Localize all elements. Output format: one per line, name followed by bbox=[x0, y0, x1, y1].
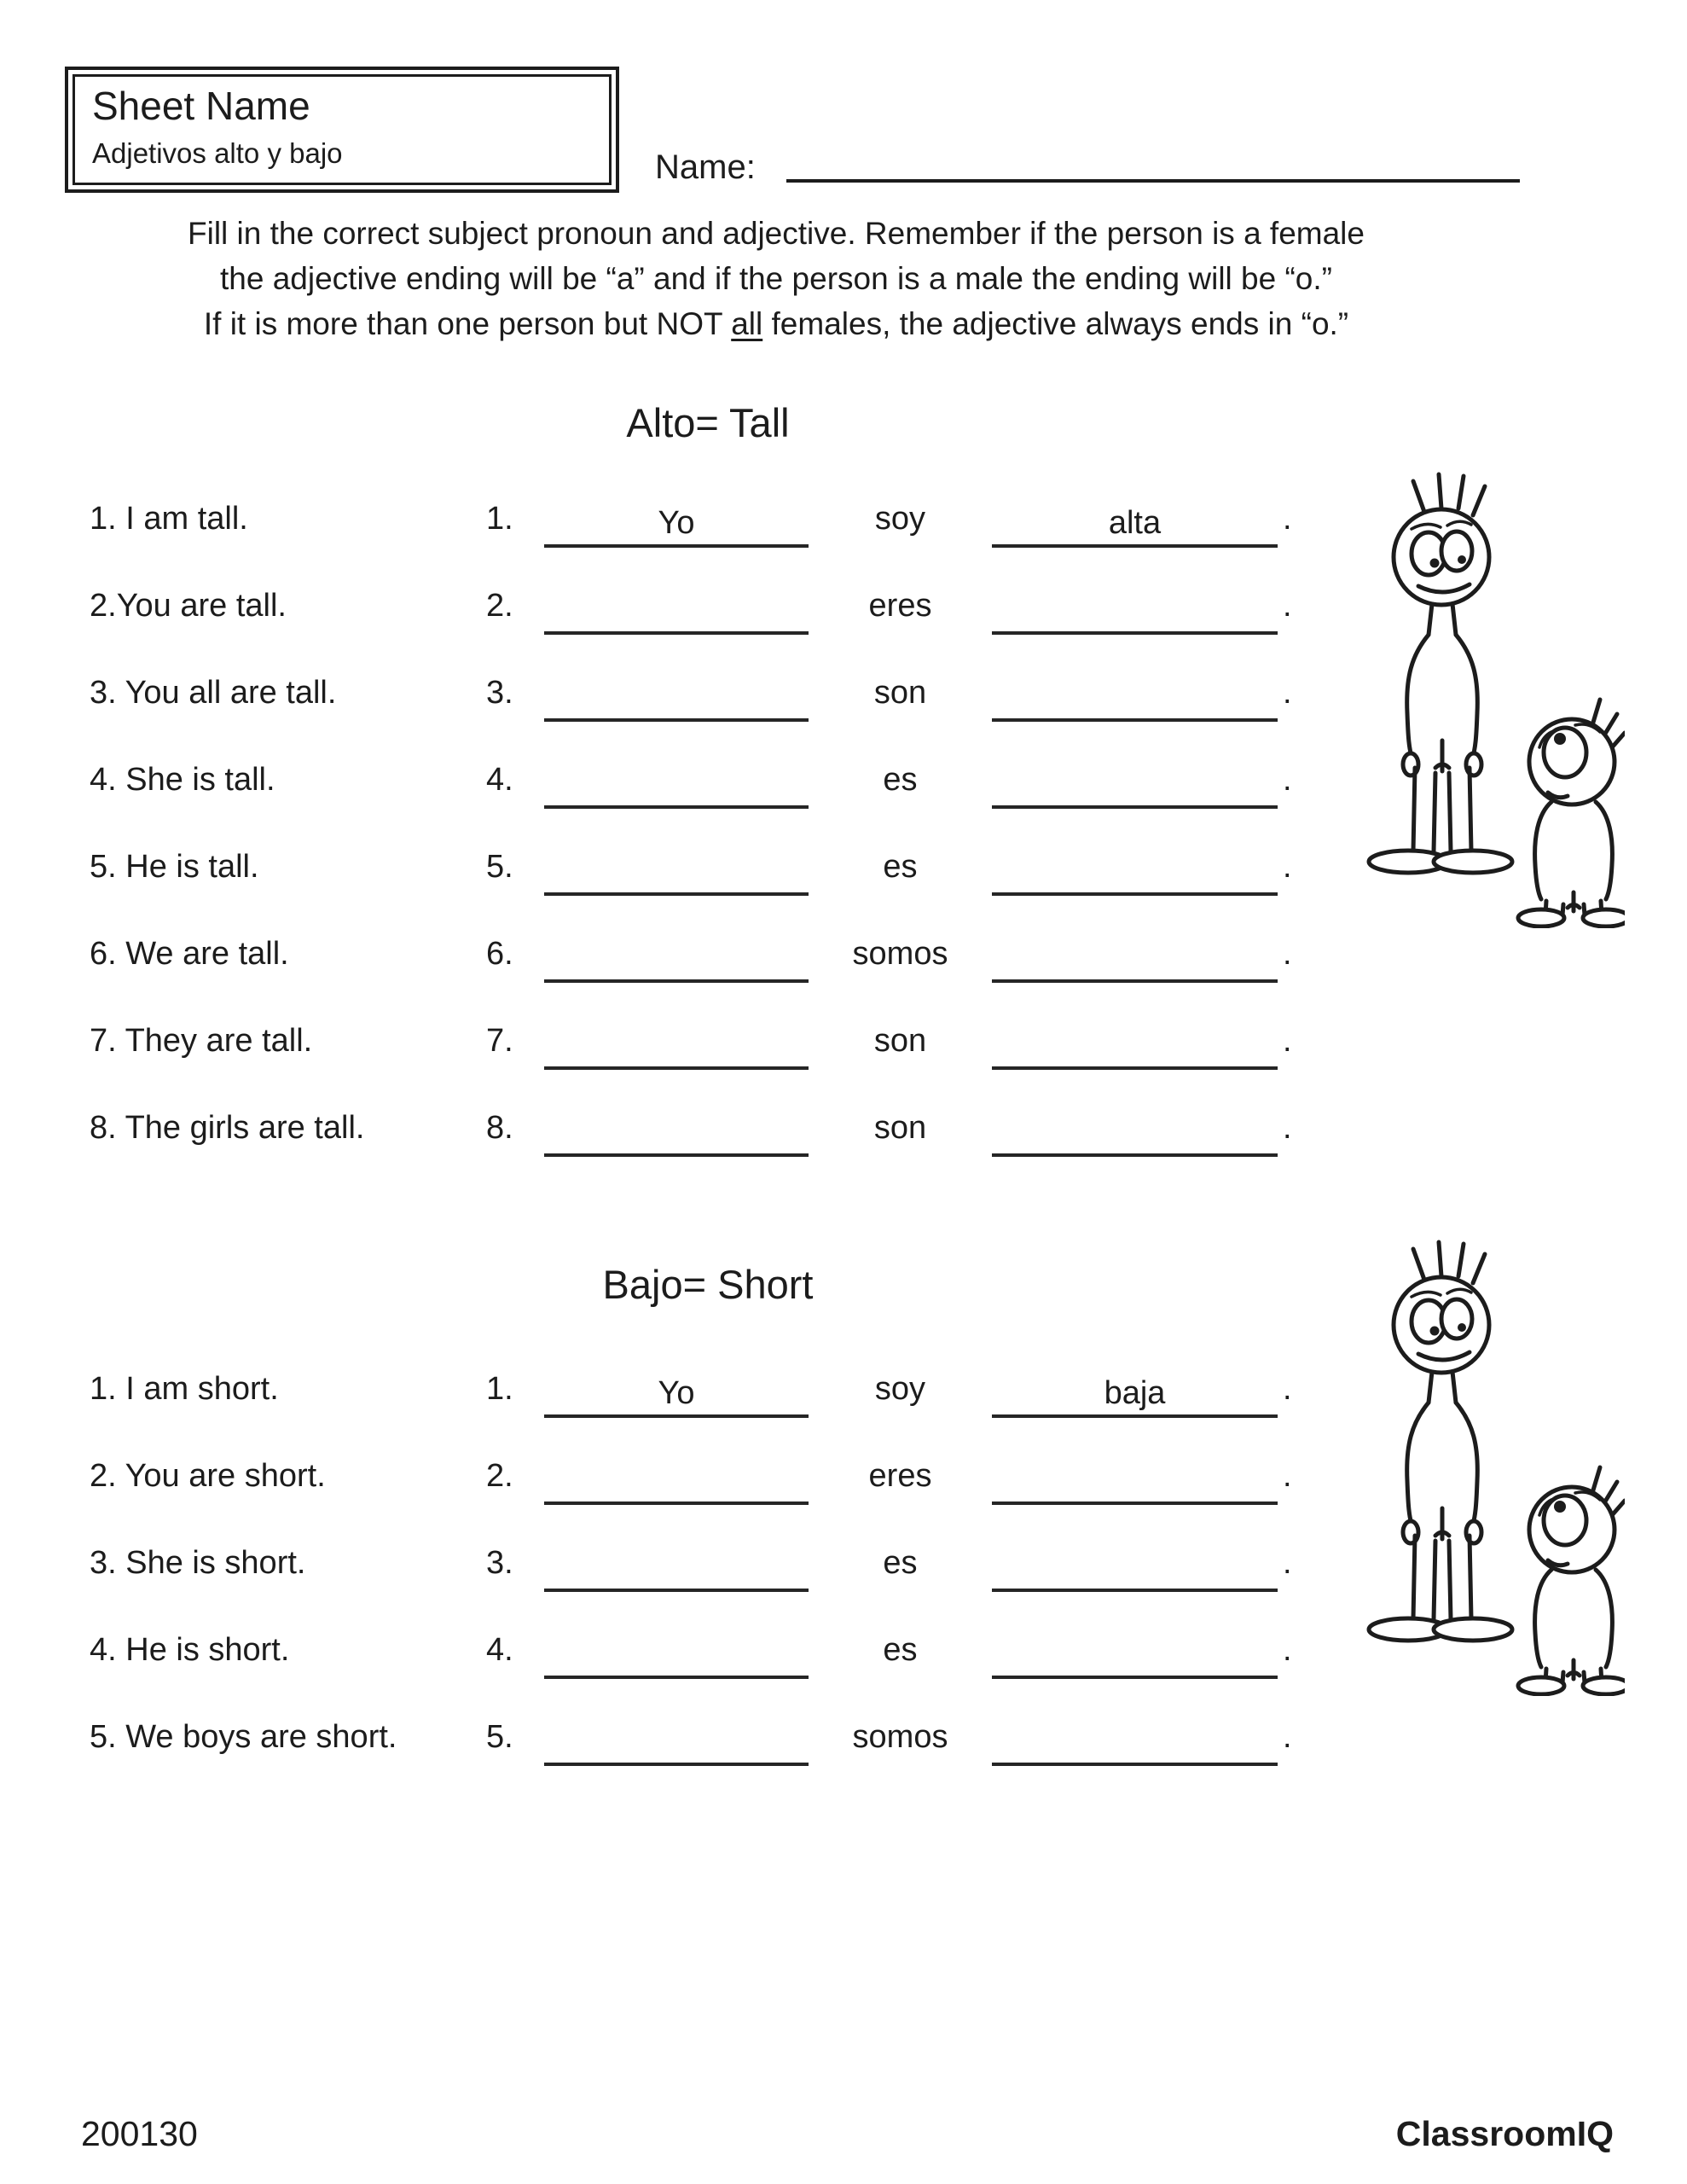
sentence-period: . bbox=[1283, 936, 1292, 972]
sheet-name-box bbox=[65, 67, 619, 193]
pronoun-blank[interactable] bbox=[544, 597, 809, 635]
item-number: 5. bbox=[486, 1719, 513, 1755]
instructions bbox=[51, 212, 1501, 347]
pronoun-blank[interactable] bbox=[544, 1554, 809, 1592]
item-number: 4. bbox=[486, 762, 513, 798]
pronoun-blank[interactable] bbox=[544, 1119, 809, 1157]
sentence-period: . bbox=[1283, 762, 1292, 798]
sentence-period: . bbox=[1283, 501, 1292, 537]
sentence-period: . bbox=[1283, 1458, 1292, 1494]
item-number: 7. bbox=[486, 1023, 513, 1059]
section-title-alto: Alto= Tall bbox=[626, 400, 790, 445]
underlined-word: all bbox=[731, 305, 763, 341]
adjective-blank[interactable] bbox=[992, 1641, 1278, 1679]
english-prompt: 1. I am short. bbox=[90, 1371, 279, 1407]
english-prompt: 5. He is tall. bbox=[90, 849, 259, 885]
sentence-period: . bbox=[1283, 1719, 1292, 1755]
pronoun-blank[interactable] bbox=[544, 1641, 809, 1679]
verb-label: soy bbox=[874, 1371, 926, 1407]
item-number: 5. bbox=[486, 849, 513, 885]
item-number: 6. bbox=[486, 936, 513, 972]
tall-and-short-figures-illustration bbox=[1359, 1235, 1626, 1696]
adjective-blank[interactable] bbox=[992, 1467, 1278, 1505]
item-number: 4. bbox=[486, 1632, 513, 1668]
verb-label: eres bbox=[868, 1458, 932, 1494]
sentence-period: . bbox=[1283, 849, 1292, 885]
tall-and-short-figures-illustration bbox=[1359, 468, 1626, 928]
pronoun-blank[interactable] bbox=[544, 1032, 809, 1070]
sheet-title: Sheet Name bbox=[92, 84, 310, 128]
verb-label: es bbox=[883, 1632, 918, 1668]
pronoun-blank[interactable] bbox=[544, 858, 809, 896]
section-title-bajo: Bajo= Short bbox=[602, 1262, 814, 1307]
verb-label: son bbox=[873, 675, 927, 711]
pronoun-blank[interactable]: Yo bbox=[544, 507, 809, 548]
verb-label: somos bbox=[852, 1719, 948, 1755]
english-prompt: 5. We boys are short. bbox=[90, 1719, 397, 1755]
name-label: Name: bbox=[655, 148, 756, 186]
english-prompt: 8. The girls are tall. bbox=[90, 1110, 365, 1146]
adjective-blank[interactable] bbox=[992, 858, 1278, 896]
verb-label: son bbox=[873, 1110, 927, 1146]
sentence-period: . bbox=[1283, 1545, 1292, 1581]
sentence-period: . bbox=[1283, 1632, 1292, 1668]
item-number: 3. bbox=[486, 1545, 513, 1581]
item-number: 3. bbox=[486, 675, 513, 711]
verb-label: soy bbox=[874, 501, 926, 537]
english-prompt: 4. He is short. bbox=[90, 1632, 290, 1668]
pronoun-blank[interactable] bbox=[544, 684, 809, 722]
adjective-blank[interactable]: baja bbox=[992, 1377, 1278, 1418]
pronoun-blank[interactable]: Yo bbox=[544, 1377, 809, 1418]
adjective-blank[interactable] bbox=[992, 597, 1278, 635]
sentence-period: . bbox=[1283, 1023, 1292, 1059]
sheet-subtitle: Adjetivos alto y bajo bbox=[92, 136, 343, 169]
item-number: 2. bbox=[486, 588, 513, 624]
adjective-blank[interactable] bbox=[992, 945, 1278, 983]
pronoun-blank[interactable] bbox=[544, 945, 809, 983]
item-number: 1. bbox=[486, 501, 513, 537]
sentence-period: . bbox=[1283, 1110, 1292, 1146]
adjective-blank[interactable]: alta bbox=[992, 507, 1278, 548]
verb-label: es bbox=[883, 1545, 918, 1581]
english-prompt: 3. She is short. bbox=[90, 1545, 306, 1581]
instructions-line-2: the adjective ending will be “a” and if the person is a male the ending will be “o.” bbox=[220, 260, 1332, 296]
english-prompt: 2.You are tall. bbox=[90, 588, 287, 624]
english-prompt: 2. You are short. bbox=[90, 1458, 326, 1494]
adjective-blank[interactable] bbox=[992, 771, 1278, 809]
adjective-blank[interactable] bbox=[992, 1032, 1278, 1070]
pronoun-blank[interactable] bbox=[544, 1728, 809, 1766]
instructions-line-3: If it is more than one person but NOT all females, the adjective always ends in “o.” bbox=[203, 305, 1349, 341]
exercise-row bbox=[0, 1070, 1687, 1157]
exercise-row bbox=[0, 983, 1687, 1070]
brand-logo: ClassroomIQ bbox=[1395, 2114, 1614, 2153]
item-number: 1. bbox=[486, 1371, 513, 1407]
item-number: 8. bbox=[486, 1110, 513, 1146]
verb-label: son bbox=[873, 1023, 927, 1059]
name-row bbox=[655, 150, 1520, 184]
worksheet-id: 200130 bbox=[81, 2114, 198, 2153]
adjective-blank[interactable] bbox=[992, 1554, 1278, 1592]
item-number: 2. bbox=[486, 1458, 513, 1494]
pronoun-blank[interactable] bbox=[544, 1467, 809, 1505]
english-prompt: 6. We are tall. bbox=[90, 936, 289, 972]
verb-label: es bbox=[883, 849, 918, 885]
pronoun-blank[interactable] bbox=[544, 771, 809, 809]
adjective-blank[interactable] bbox=[992, 1728, 1278, 1766]
verb-label: eres bbox=[868, 588, 932, 624]
english-prompt: 4. She is tall. bbox=[90, 762, 275, 798]
adjective-blank[interactable] bbox=[992, 684, 1278, 722]
instructions-line-1: Fill in the correct subject pronoun and adjective. Remember if the person is a female bbox=[188, 216, 1365, 251]
sentence-period: . bbox=[1283, 588, 1292, 624]
sentence-period: . bbox=[1283, 675, 1292, 711]
english-prompt: 1. I am tall. bbox=[90, 501, 248, 537]
sheet-name-box-inner bbox=[72, 74, 612, 185]
verb-label: es bbox=[883, 762, 918, 798]
english-prompt: 3. You all are tall. bbox=[90, 675, 337, 711]
verb-label: somos bbox=[852, 936, 948, 972]
english-prompt: 7. They are tall. bbox=[90, 1023, 313, 1059]
name-blank[interactable] bbox=[786, 150, 1520, 183]
adjective-blank[interactable] bbox=[992, 1119, 1278, 1157]
sentence-period: . bbox=[1283, 1371, 1292, 1407]
